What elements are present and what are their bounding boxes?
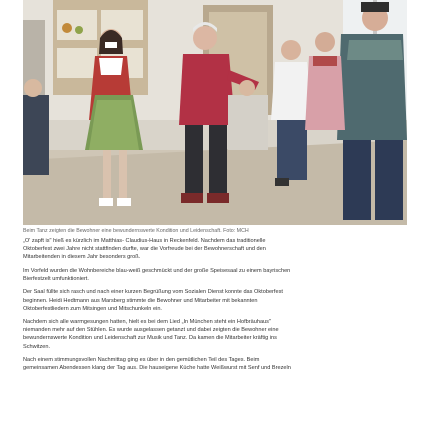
text-line: Schwitzen. [23, 343, 51, 350]
article-paragraph [23, 267, 407, 283]
article-paragraph [23, 237, 407, 261]
text-line: Oktoberfest zwei Jahre nicht stattfinden durfte, war die Vorfreude bei der Bewohnerschaft und den [23, 246, 266, 253]
text-line: Der Saal füllte sich rasch und nach einer kurzen Begrüßung vom Sozialen Dienst konnte das Oktoberfest [23, 289, 283, 296]
text-line: gemeinsamen Abendessen klang der Tag aus. Die hauseigene Küche hatte Weißwurst mit Senf und Brezeln [23, 365, 291, 372]
text-line: bewundernswerte Kondition und Leidenschaft zur Musik und Tanz. Da kamen die Mitarbeiter kräftig ins [23, 335, 277, 342]
text-line: Oktoberfestliedern zum Mitsingen und Mitschunkeln ein. [23, 305, 162, 312]
text-line: Bierfestzelt umfunktioniert. [23, 275, 89, 282]
photo-caption: Beim Tanz zeigten die Bewohner eine bewundernswerte Kondition und Leidenschaft. Foto: MCH [23, 228, 249, 234]
article-paragraph [23, 356, 407, 372]
text-line: beginnen. Heidi Hedtmann aus Marsberg stimmte die Bewohner und Mitarbeiter mit bekannten [23, 297, 258, 304]
article-photo [23, 0, 407, 225]
text-line: Nachdem sich alle warmgesungen hatten, hielt es bei dem Lied „In München steht ein Hofbräuhaus" [23, 319, 271, 326]
text-line: Nach einem stimmungsvollen Nachmittag ging es über in den gemütlichen Teil des Tages. Beim [23, 357, 260, 364]
article-paragraph [23, 288, 407, 312]
text-line: Mitarbeitenden in diesem Jahr besonders groß. [23, 254, 141, 261]
text-line: Im Vorfeld wurden die Wohnbereiche blau-weiß geschmückt und der große Speisesaal zu einem bayrischen [23, 267, 291, 274]
text-line: „O' zapft is" hieß es kürzlich im Matthias- Claudius-Haus in Reckenfeld. Nachdem das traditionelle [23, 238, 266, 244]
text-line: niemanden mehr auf den Stühlen. Es wurde ausgelassen getanzt und dabei zeigten die Bewohner eine [23, 327, 279, 334]
article-paragraph [23, 318, 407, 350]
article-body [23, 237, 407, 378]
